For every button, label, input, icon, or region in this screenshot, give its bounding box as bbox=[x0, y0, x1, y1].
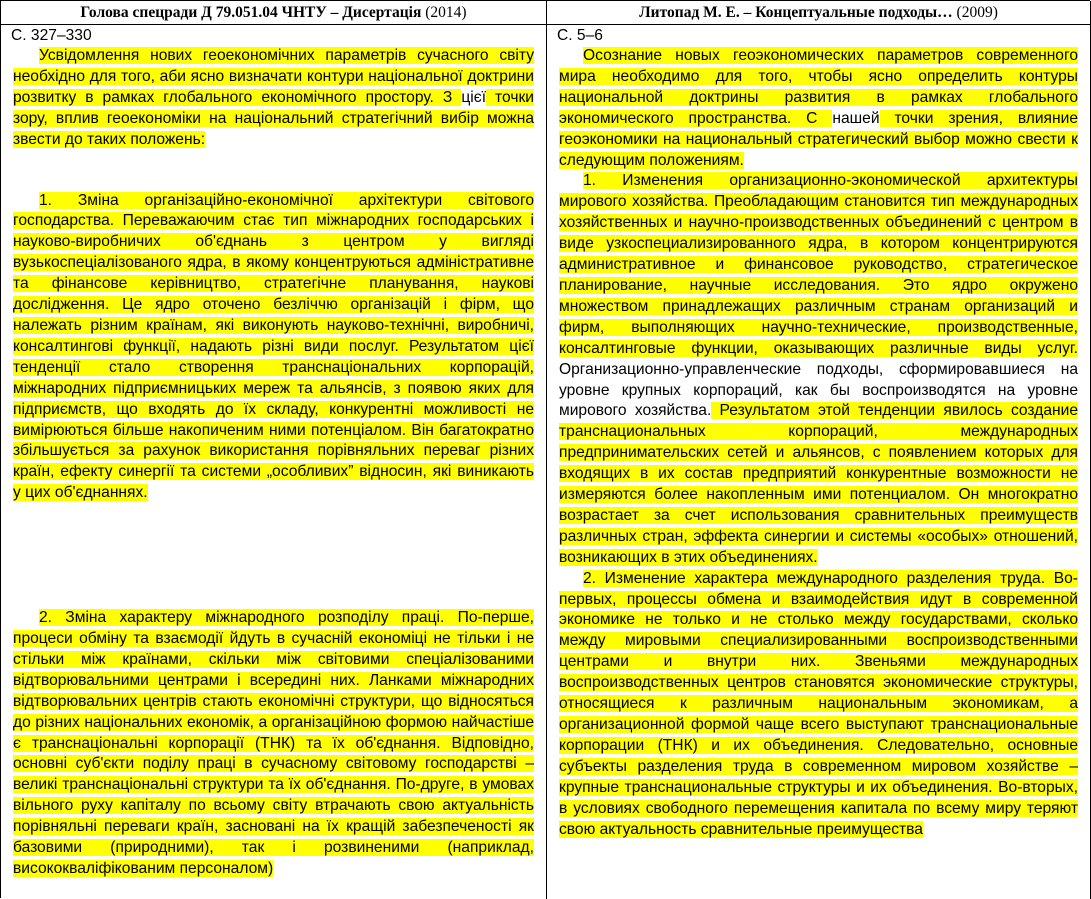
right-p2-seg-0: 1. Изменения организационно-экономической архитектуры мирового хозяйства. Преобладающим становится тип международных хозяйственных и научно-производственных объединений с центром в виде узкоспециализированного ядра, в котором концентрируются административное и финансовое руководство, стратегическое планирование, научные исследования. Это ядро окружено множеством принадлежащих различным странам организаций и фирм, выполняющих научно-технические, производственные, консалтинговые функции, оказывающих различные виды услуг. bbox=[559, 172, 1078, 357]
right-paragraph-3 bbox=[559, 569, 1078, 841]
right-p2-seg-1: Организационно-управленческие подходы, сформировавшиеся на уровне крупных корпораций, как бы воспроизводятся на уровне мирового хозяйства. bbox=[559, 360, 1078, 420]
right-body bbox=[547, 26, 1090, 840]
left-gap-1 bbox=[13, 151, 534, 191]
left-header-year: (2014) bbox=[425, 4, 467, 21]
left-header bbox=[1, 1, 546, 25]
right-p1-seg-1: нашей bbox=[832, 109, 880, 127]
left-page-range: С. 327–330 bbox=[11, 27, 92, 44]
right-paragraph-1 bbox=[559, 46, 1078, 171]
left-paragraph-3 bbox=[13, 608, 534, 880]
left-column bbox=[1, 1, 547, 899]
right-paragraph-2 bbox=[559, 171, 1078, 568]
left-p1-seg-1: цієї bbox=[461, 88, 487, 106]
left-paragraph-1 bbox=[13, 46, 534, 151]
right-p1-seg-2: точки зрения, влияние геоэкономики на национальный стратегический выбор можно свести к следующим положениям. bbox=[559, 109, 1078, 169]
left-p1-seg-2: точки зору, вплив геоекономіки на національний стратегічний вибір можна звести до таких положень: bbox=[13, 88, 534, 148]
left-paragraph-2 bbox=[13, 191, 534, 505]
right-p2-seg-2: Результатом этой тенденции явилось создание транснациональных корпораций, международных предпринимательских сетей и альянсов, с появлением которых для входящих в их состав предприятий конкурентные возможности не измеряются более накопленным ими потенциалом. Он многократно возрастает за счет использования сравнительных преимуществ различных стран, эффекта синергии и системы «особых» отношений, возникающих в этих объединениях. bbox=[559, 402, 1078, 566]
left-p2-text: 1. Зміна організаційно-економічної архітектури світового господарства. Переважаючим стає тип міжнародних господарських і науково-виробничих об'єднань з центром у вигляді вузькоспеціалізованого ядра, в якому концентруються адміністративне та фінансове керівництво, стратегічне планування, наукові дослідження. Це ядро оточено безліччю організацій і фірм, що належать різним країнам, які виконують науково-технічні, виробничі, консалтингові функції, надають різні види послуг. Результатом цієї тенденції стало створення транснаціональних корпорацій, міжнародних підприємницьких мереж та альянсів, з появою яких для підприємств, що входять до їх складу, конкурентні можливості не вимірюються більше накопиченим ними потенціалом. Він багатократно збільшується за рахунок використання порівняльних переваг різних країн, ефекту синергії та системи „особливих” відносин, які виникають у цих об'єднаннях. bbox=[13, 191, 534, 502]
right-page-range: С. 5–6 bbox=[557, 27, 603, 44]
right-header bbox=[547, 1, 1090, 25]
left-body bbox=[1, 26, 546, 880]
left-p1-seg-0: Усвідомлення нових геоекономічних параметрів сучасного світу необхідно для того, аби ясно визначати контури національної доктрини розвитку в рамках глобального економічного простору. З bbox=[13, 47, 534, 106]
right-header-title: Литопад М. Е. – Концептуальные подходы… bbox=[639, 4, 953, 21]
right-p1-seg-0: Осознание новых геоэкономических параметров современного мира необходимо для того, чтобы ясно определить контуры национальной доктрины развития в рамках глобального экономического пространства. С bbox=[559, 47, 1078, 127]
left-header-title: Голова спецради Д 79.051.04 ЧНТУ – Дисертація bbox=[80, 4, 422, 21]
right-p3-text: 2. Изменение характера международного разделения труда. Во-первых, процессы обмена и взаимодействия идут в современной экономике не только и не столько между государствами, сколько между мировыми специализированными воспроизводственными центрами и внутри них. Звеньями международных воспроизводственных центров становятся экономические структуры, относящиеся к различным национальным экономикам, а организационной формой чаще всего выступают транснациональные корпорации (ТНК) и их объединения. Следовательно, основные субъекты разделения труда в современном мировом хозяйстве – крупные транснациональные структуры и их объединения. Во-вторых, в условиях свободного перемещения капитала по всему миру теряют свою актуальность сравнительные преимущества bbox=[559, 569, 1078, 838]
right-header-year: (2009) bbox=[956, 4, 998, 21]
right-column bbox=[547, 1, 1091, 899]
left-p3-text: 2. Зміна характеру міжнародного розподілу праці. По-перше, процеси обміну та взаємодії йдуть в сучасній економіці не тільки і не стільки між країнами, скільки між світовими спеціалізованими відтворювальними центрами і всередині них. Ланками міжнародних відтворювальних центрів стають економічні структури, що відносяться до різних національних економік, а організаційною формою найчастіше є транснаціональні корпорації (ТНК) та їх об'єднання. Відповідно, основні суб'єкти поділу праці в сучасному світовому господарстві – великі транснаціональні структури та їх об'єднання. По-друге, в умовах вільного руху капіталу по всьому світу втрачають свою актуальність порівняльні переваги країн, засновані на їх кращій забезпеченості як базовими (природними), так і розвиненими (наприклад, висококваліфікованим персоналом) bbox=[13, 609, 534, 877]
left-gap-2 bbox=[13, 504, 534, 608]
